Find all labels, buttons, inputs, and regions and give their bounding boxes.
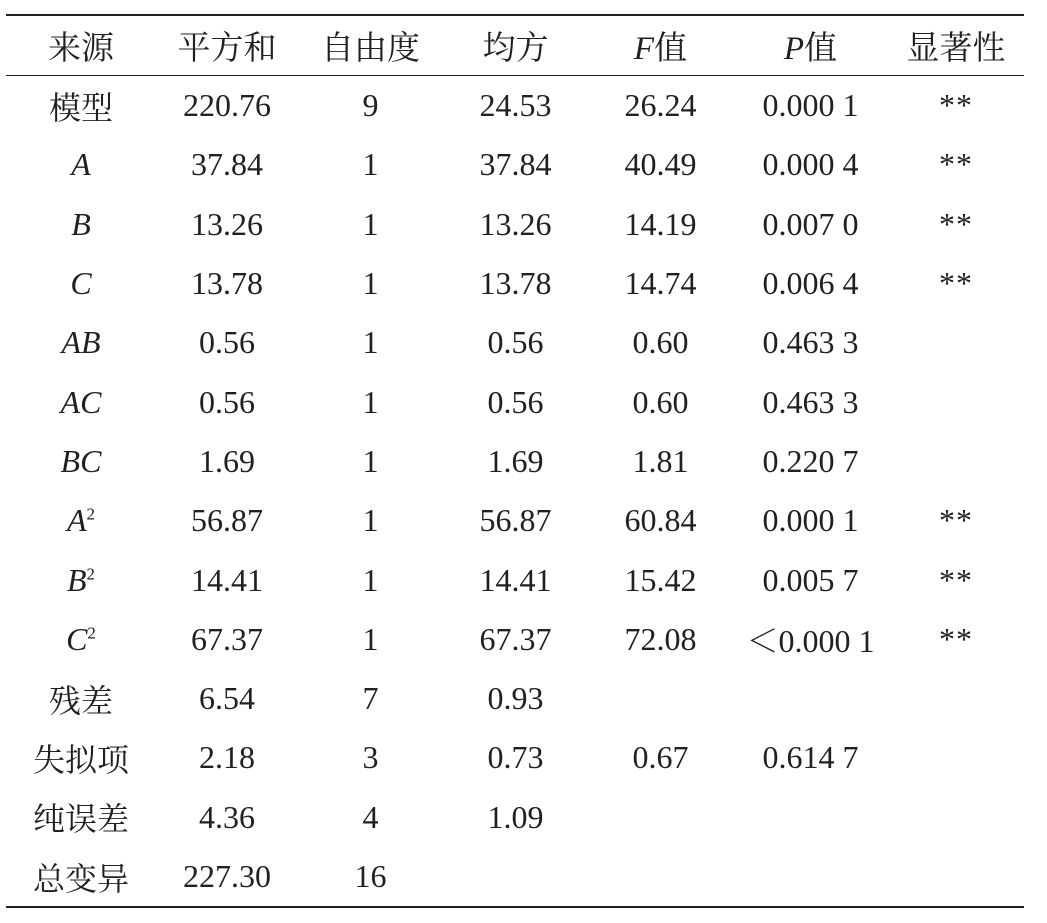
cell-significance: ** <box>939 561 973 598</box>
cell-f-value: 14.19 <box>624 205 697 242</box>
cell-mean-square: 56.87 <box>479 502 552 539</box>
cell-degrees-of-freedom: 1 <box>362 502 379 539</box>
cell-f-value: 1.81 <box>632 442 689 479</box>
header-label: 均方 <box>482 31 549 67</box>
cell-degrees-of-freedom: 9 <box>362 87 379 124</box>
header-label: 平方和 <box>177 31 277 67</box>
cell-f-value <box>588 669 733 728</box>
cell-significance <box>888 669 1024 728</box>
source-label: 模型 <box>48 89 113 126</box>
cell-sum-of-squares: 67.37 <box>191 620 263 657</box>
header-label: 来源 <box>48 31 114 67</box>
cell-p-value: 0.220 7 <box>762 442 859 479</box>
cell-significance <box>888 788 1024 847</box>
cell-significance <box>888 847 1024 907</box>
cell-sum-of-squares: 2.18 <box>199 739 255 776</box>
cell-mean-square <box>443 847 588 907</box>
table-row <box>6 372 1024 431</box>
cell-p-value <box>733 788 888 847</box>
table-row <box>6 491 1024 550</box>
source-label: BC <box>60 442 102 479</box>
cell-degrees-of-freedom: 1 <box>362 205 379 242</box>
cell-f-value: 40.49 <box>624 146 697 183</box>
cell-sum-of-squares: 6.54 <box>199 680 255 717</box>
anova-table-container <box>6 14 1024 908</box>
source-exponent: 2 <box>86 504 96 524</box>
cell-significance: ** <box>939 87 973 124</box>
cell-f-value: 14.74 <box>624 265 697 302</box>
source-label: C <box>66 620 88 657</box>
table-body <box>6 76 1024 908</box>
cell-source <box>6 610 156 669</box>
cell-sum-of-squares: 56.87 <box>191 502 263 539</box>
cell-f-value: 0.60 <box>632 324 689 361</box>
source-exponent: 2 <box>87 623 96 643</box>
table-row <box>6 728 1024 787</box>
cell-degrees-of-freedom: 4 <box>362 798 379 835</box>
cell-mean-square: 37.84 <box>479 146 552 183</box>
source-label: C <box>70 265 92 302</box>
cell-mean-square: 0.73 <box>487 739 544 776</box>
cell-degrees-of-freedom: 3 <box>362 739 379 776</box>
source-exponent: 2 <box>86 563 96 583</box>
cell-p-value: 0.005 7 <box>762 561 859 598</box>
table-row <box>6 195 1024 254</box>
cell-p-value: 0.007 0 <box>762 205 859 242</box>
cell-significance: ** <box>939 265 973 302</box>
cell-sum-of-squares: 13.26 <box>191 205 263 242</box>
cell-p-value: 0.000 4 <box>762 146 859 183</box>
cell-p-value: 0.006 4 <box>762 265 859 302</box>
cell-source <box>6 788 156 847</box>
cell-source <box>6 135 156 194</box>
source-label: A <box>66 502 87 539</box>
cell-sum-of-squares: 37.84 <box>191 146 263 183</box>
cell-degrees-of-freedom: 1 <box>362 620 379 657</box>
cell-p-value: ＜0.000 1 <box>746 623 875 660</box>
cell-significance <box>888 313 1024 372</box>
cell-degrees-of-freedom: 1 <box>362 324 379 361</box>
cell-f-value <box>588 847 733 907</box>
cell-f-value: 60.84 <box>624 502 697 539</box>
cell-significance <box>888 728 1024 787</box>
cell-p-value <box>733 669 888 728</box>
header-italic-symbol: P <box>783 31 805 67</box>
header-f-value <box>588 15 733 76</box>
header-mean-square <box>443 15 588 76</box>
cell-sum-of-squares: 227.30 <box>183 858 271 894</box>
source-label: B <box>71 205 91 242</box>
header-p-value <box>733 15 888 76</box>
cell-mean-square: 0.56 <box>487 324 544 361</box>
cell-source <box>6 372 156 431</box>
cell-mean-square: 1.69 <box>487 442 544 479</box>
header-row <box>6 15 1024 76</box>
cell-sum-of-squares: 4.36 <box>199 798 255 835</box>
source-label: AB <box>61 324 101 361</box>
cell-mean-square: 13.26 <box>479 205 552 242</box>
source-label: AC <box>60 383 102 420</box>
header-italic-symbol: F <box>633 31 655 67</box>
cell-source <box>6 550 156 609</box>
header-label: 显著性 <box>906 31 1006 67</box>
cell-degrees-of-freedom: 16 <box>354 858 387 894</box>
header-source <box>6 15 156 76</box>
cell-source <box>6 491 156 550</box>
cell-f-value: 72.08 <box>624 620 697 657</box>
table-row <box>6 254 1024 313</box>
cell-f-value: 26.24 <box>624 87 697 124</box>
cell-degrees-of-freedom: 1 <box>362 383 379 420</box>
cell-sum-of-squares: 220.76 <box>183 87 271 124</box>
cell-mean-square: 13.78 <box>479 265 552 302</box>
table-row <box>6 847 1024 907</box>
cell-significance: ** <box>939 620 973 657</box>
source-label: 纯误差 <box>32 801 129 838</box>
cell-f-value: 0.60 <box>632 383 689 420</box>
table-row <box>6 550 1024 609</box>
cell-source <box>6 728 156 787</box>
header-significance <box>888 15 1024 76</box>
cell-significance: ** <box>939 146 973 183</box>
cell-source <box>6 254 156 313</box>
table-row <box>6 788 1024 847</box>
cell-sum-of-squares: 13.78 <box>191 265 263 302</box>
source-label: A <box>71 146 91 183</box>
source-label: 残差 <box>48 682 113 719</box>
cell-f-value: 15.42 <box>624 561 697 598</box>
cell-degrees-of-freedom: 1 <box>362 265 379 302</box>
table-row <box>6 432 1024 491</box>
cell-f-value: 0.67 <box>632 739 689 776</box>
cell-significance <box>888 432 1024 491</box>
header-degrees-of-freedom <box>298 15 443 76</box>
cell-p-value: 0.000 1 <box>762 87 859 124</box>
cell-mean-square: 0.56 <box>487 383 544 420</box>
header-sum-of-squares <box>156 15 298 76</box>
cell-sum-of-squares: 1.69 <box>199 442 255 479</box>
table-row <box>6 610 1024 669</box>
anova-table <box>6 14 1024 908</box>
table-row <box>6 76 1024 136</box>
cell-source <box>6 847 156 907</box>
cell-degrees-of-freedom: 1 <box>362 146 379 183</box>
cell-degrees-of-freedom: 7 <box>362 680 379 717</box>
cell-source <box>6 195 156 254</box>
table-row <box>6 669 1024 728</box>
cell-degrees-of-freedom: 1 <box>362 442 379 479</box>
cell-mean-square: 14.41 <box>479 561 552 598</box>
cell-sum-of-squares: 0.56 <box>199 383 255 420</box>
cell-p-value: 0.463 3 <box>762 324 859 361</box>
cell-mean-square: 1.09 <box>487 798 544 835</box>
cell-p-value: 0.614 7 <box>762 739 859 776</box>
table-row <box>6 313 1024 372</box>
cell-p-value: 0.463 3 <box>762 383 859 420</box>
cell-source <box>6 432 156 491</box>
cell-mean-square: 24.53 <box>479 87 552 124</box>
cell-degrees-of-freedom: 1 <box>362 561 379 598</box>
cell-mean-square: 0.93 <box>487 680 544 717</box>
header-label: 值 <box>804 31 838 67</box>
cell-source <box>6 669 156 728</box>
cell-source <box>6 76 156 136</box>
cell-f-value <box>588 788 733 847</box>
cell-significance <box>888 372 1024 431</box>
source-label: 失拟项 <box>32 741 129 778</box>
cell-significance: ** <box>939 205 973 242</box>
cell-p-value: 0.000 1 <box>762 502 859 539</box>
cell-source <box>6 313 156 372</box>
table-header <box>6 15 1024 76</box>
cell-sum-of-squares: 0.56 <box>199 324 255 361</box>
header-label: 自由度 <box>321 31 420 67</box>
cell-sum-of-squares: 14.41 <box>191 561 263 598</box>
header-label: 值 <box>654 31 688 67</box>
cell-p-value <box>733 847 888 907</box>
cell-mean-square: 67.37 <box>479 620 552 657</box>
cell-significance: ** <box>939 502 973 539</box>
source-label: 总变异 <box>32 860 129 897</box>
table-row <box>6 135 1024 194</box>
source-label: B <box>66 561 87 598</box>
